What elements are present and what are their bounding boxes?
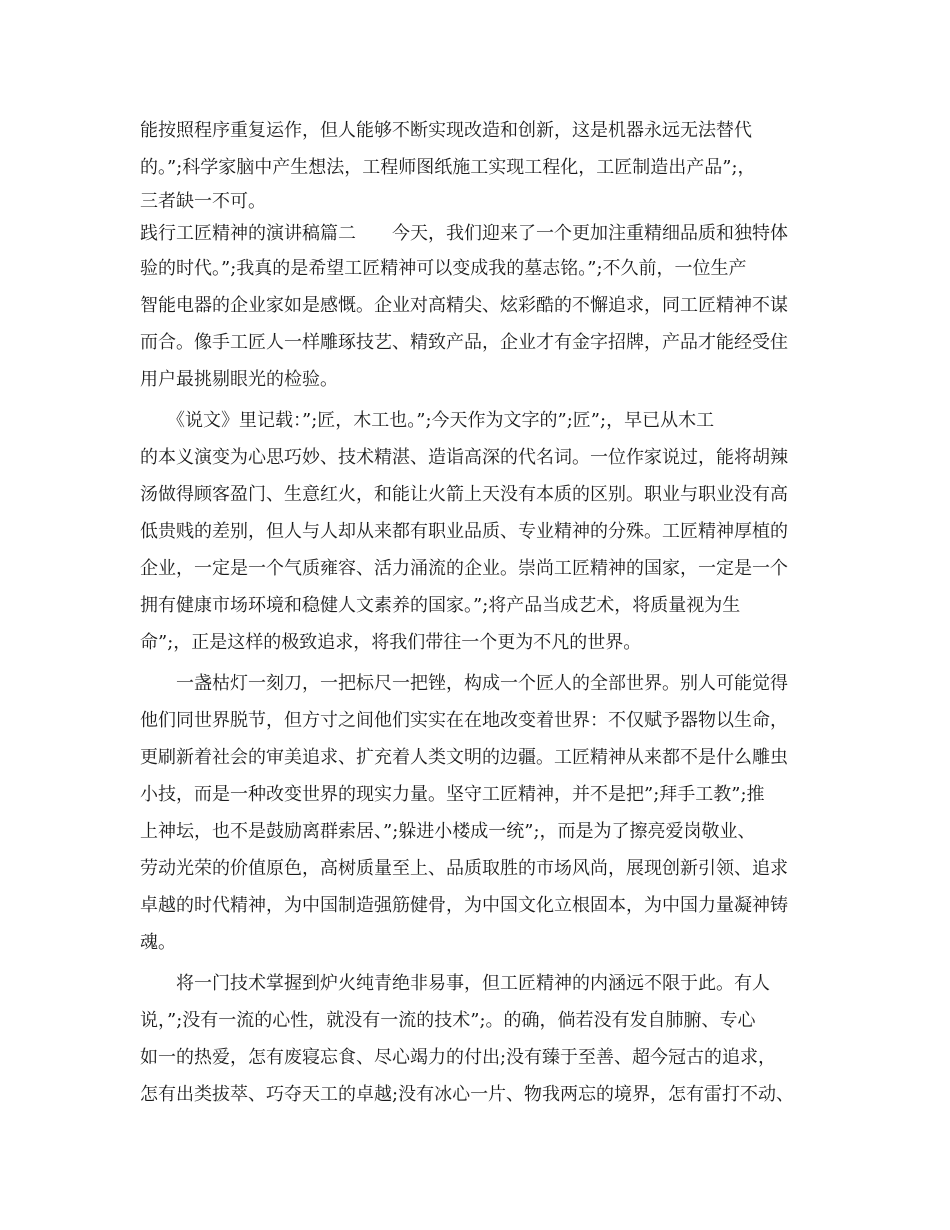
text-line: 三者缺一不可。 — [140, 191, 266, 212]
text-line: 怎有出类拔萃、巧夺天工的卓越;没有冰心一片、物我两忘的境界，怎有雷打不动、 — [140, 1084, 795, 1105]
text-line: 智能电器的企业家如是感慨。企业对高精尖、炫彩酷的不懈追求，同工匠精神不谋 — [140, 295, 788, 316]
text-line: 魂。 — [140, 932, 176, 953]
text-line: 他们同世界脱节，但方寸之间他们实实在在地改变着世界：不仅赋予器物以生命， — [140, 710, 788, 731]
text-line: 汤做得顾客盈门、生意红火，和能让火箭上天没有本质的区别。职业与职业没有高 — [140, 484, 788, 505]
text-line: 如一的热爱，怎有废寝忘食、尽心竭力的付出;没有臻于至善、超今冠古的追求， — [140, 1047, 777, 1068]
text-line: 命”;，正是这样的极致追求，将我们带往一个更为不凡的世界。 — [140, 632, 642, 653]
text-line: 小技，而是一种改变世界的现实力量。坚守工匠精神，并不是把”;拜手工教”;推 — [140, 784, 765, 805]
text-line: 卓越的时代精神，为中国制造强筋健骨，为中国文化立根固本，为中国力量凝神铸 — [140, 895, 788, 916]
text-line: 而合。像手工匠人一样雕琢技艺、精致产品，企业才有金字招牌，产品才能经受住 — [140, 332, 788, 353]
text-line: 上神坛，也不是鼓励离群索居、”;躲进小楼成一统”;，而是为了擦亮爱岗敬业、 — [140, 821, 756, 842]
text-line: 企业，一定是一个气质雍容、活力涌流的企业。崇尚工匠精神的国家，一定是一个 — [140, 558, 788, 579]
text-line: 能按照程序重复运作，但人能够不断实现改造和创新，这是机器永远无法替代 — [140, 120, 752, 141]
text-line: 一盏枯灯一刻刀，一把标尺一把锉，构成一个匠人的全部世界。别人可能觉得 — [140, 673, 788, 694]
document-body — [140, 112, 820, 1113]
text-line: 低贵贱的差别，但人与人却从来都有职业品质、专业精神的分殊。工匠精神厚植的 — [140, 521, 788, 542]
section-heading-line: 践行工匠精神的演讲稿篇二 今天，我们迎来了一个更加注重精细品质和独特体 — [140, 223, 788, 244]
text-line: 更刷新着社会的审美追求、扩充着人类文明的边疆。工匠精神从来都不是什么雕虫 — [140, 747, 788, 768]
text-line: 的。”;科学家脑中产生想法，工程师图纸施工实现工程化，工匠制造出产品”;， — [140, 157, 756, 178]
text-line: 用户最挑剔眼光的检验。 — [140, 369, 338, 390]
text-line: 劳动光荣的价值原色，高树质量至上、品质取胜的市场风尚，展现创新引领、追求 — [140, 858, 788, 879]
text-line: 说，”;没有一流的心性，就没有一流的技术”;。的确，倘若没有发自肺腑、专心 — [140, 1010, 756, 1031]
text-line: 将一门技术掌握到炉火纯青绝非易事，但工匠精神的内涵远不限于此。有人 — [140, 973, 770, 994]
text-line: 《说文》里记载：”;匠，木工也。”;今天作为文字的”;匠”;，早已从木工 — [140, 410, 715, 431]
text-line: 验的时代。”;我真的是希望工匠精神可以变成我的墓志铭。”;不久前，一位生产 — [140, 258, 747, 279]
text-line: 的本义演变为心思巧妙、技术精湛、造诣高深的代名词。一位作家说过，能将胡辣 — [140, 447, 788, 468]
text-line: 拥有健康市场环境和稳健人文素养的国家。”;将产品当成艺术，将质量视为生 — [140, 595, 741, 616]
